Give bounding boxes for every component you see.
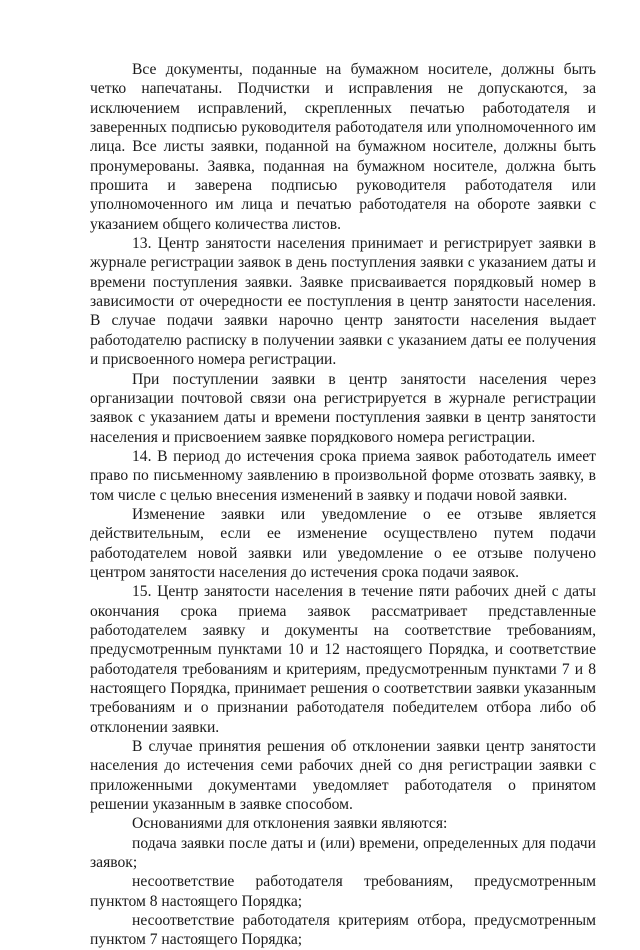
paragraph-documents-requirements: Все документы, поданные на бумажном носителе, должны быть четко напечатаны. Подчистки и исправления не допускаются, за исключением исправлений, скрепленных печатью работодателя и заверенных подписью руководителя работодателя или уполномоченного им лица. Все листы заявки, поданной на бумажном носителе, должны быть пронумерованы. Заявка, поданная на бумажном носителе, должна быть прошита и заверена подписью руководителя работодателя или уполномоченного им лица и печатью работодателя на обороте заявки с указанием общего количества листов. (90, 61, 596, 233)
paragraph-item-13: 13. Центр занятости населения принимает и регистрирует заявки в журнале регистрации заявок в день поступления заявки с указанием даты и времени поступления заявки. Заявке присваивается порядковый номер в зависимости от очередности ее поступления в центр занятости населения. В случае подачи заявки нарочно центр занятости населения выдает работодателю расписку в получении заявки с указанием даты ее получения и присвоенного номера регистрации. (90, 235, 596, 369)
list-item-requirements-mismatch: несоответствие работодателя требованиям, предусмотренным пунктом 8 настоящего Порядка; (90, 873, 596, 910)
list-item-criteria-mismatch: несоответствие работодателя критериям отбора, предусмотренным пунктом 7 настоящего Порядка; (90, 912, 596, 949)
paragraph-rejection-grounds: Основаниями для отклонения заявки являются: (132, 815, 448, 833)
paragraph-rejection-notice: В случае принятия решения об отклонении заявки центр занятости населения до истечения семи рабочих дней со дня регистрации заявки с приложенными документами уведомляет работодателя о принятом решении указанным в заявке способом. (90, 738, 596, 814)
list-item-late-submission: подача заявки после даты и (или) времени, определенных для подачи заявок; (90, 834, 596, 872)
paragraph-change-withdrawal: Изменение заявки или уведомление о ее отзыве является действительным, если ее изменение осуществлено путем подачи работодателем новой заявки или уведомление о ее отзыве получено центром занятости населения до истечения срока подачи заявок. (90, 505, 596, 581)
paragraph-item-15: 15. Центр занятости населения в течение пяти рабочих дней с даты окончания срока приема заявок рассматривает представленные работодателем заявку и документы на соответствие требованиям, предусмотренным пунктами 10 и 12 настоящего Порядка, и соответствие работодателя требованиям и критериям, предусмотренным пунктами 7 и 8 настоящего Порядка, принимает решения о соответствии заявки указанным требованиям и о признании работодателя победителем отбора либо об отклонении заявки. (90, 583, 596, 736)
paragraph-item-14: 14. В период до истечения срока приема заявок работодатель имеет право по письменному заявлению в произвольной форме отозвать заявку, в том числе с целью внесения изменений в заявку и подачи новой заявки. (90, 447, 596, 504)
document-body (90, 60, 596, 950)
paragraph-postal-registration: При поступлении заявки в центр занятости населения через организации почтовой связи она регистрируется в журнале регистрации заявок с указанием даты и времени поступления заявки в центр занятости населения и присвоением заявке порядкового номера регистрации. (90, 370, 596, 446)
